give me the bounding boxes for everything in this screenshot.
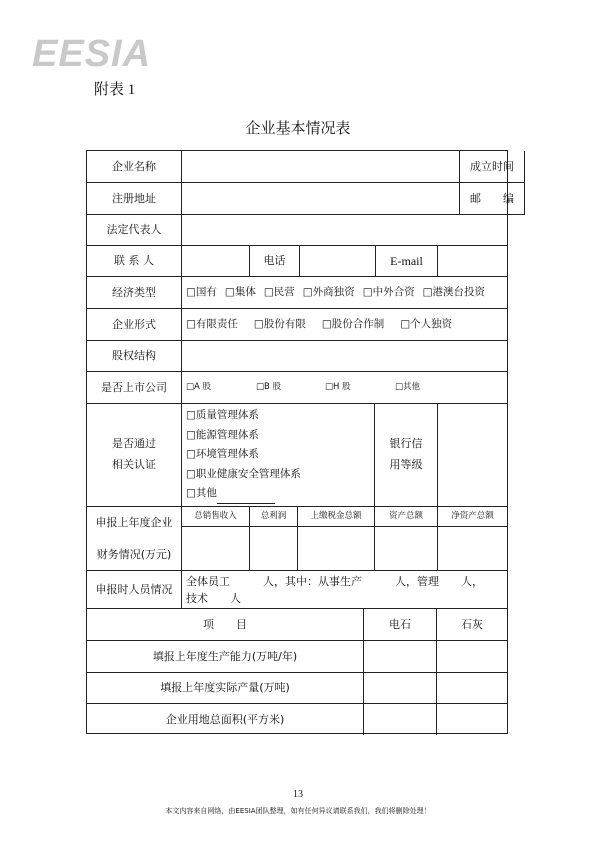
label-finance [87, 507, 182, 571]
option-limited-liability[interactable]: □有限责任 [186, 317, 238, 330]
option-stock-cooperative[interactable]: □股份合作制 [321, 317, 385, 330]
field-bank-credit[interactable] [438, 404, 507, 507]
field-total-tax[interactable] [298, 527, 375, 571]
option-collective[interactable]: □集体 [224, 285, 256, 298]
header-item: 项 目 [87, 609, 364, 641]
field-land-lime[interactable] [437, 704, 507, 735]
field-total-profit[interactable] [250, 527, 298, 571]
field-total-assets[interactable] [375, 527, 438, 571]
label-equity: 股权结构 [87, 341, 182, 372]
field-company-name[interactable] [182, 151, 460, 183]
staff-line-1: 全体员工 人，其中：从事生产 人，管理 人， [186, 575, 483, 588]
staff-details [182, 571, 507, 609]
company-info-form [86, 150, 514, 734]
eesia-logo: EESIA [32, 33, 152, 75]
field-equity[interactable] [182, 341, 507, 372]
econ-type-options [182, 277, 507, 309]
label-econ-type: 经济类型 [87, 277, 182, 309]
label-company-name: 企业名称 [87, 151, 182, 183]
header-total-sales: 总销售收入 [182, 507, 250, 527]
field-net-assets[interactable] [438, 527, 507, 571]
option-private[interactable]: □民营 [263, 285, 295, 298]
field-output-carbide[interactable] [364, 673, 437, 704]
listed-options [182, 372, 507, 404]
footer-notice: 本文内容来自网络，由EESIA团队整理，如有任何异议请联系我们，我们将删除处理！ [165, 807, 431, 815]
label-land-area: 企业用地总面积(平方米) [87, 704, 364, 735]
label-phone: 电话 [250, 246, 300, 277]
option-quality-system[interactable]: □质量管理体系 [186, 409, 259, 422]
header-total-assets: 资产总额 [375, 507, 438, 527]
page-title: 企业基本情况表 [245, 119, 351, 137]
company-form-options [182, 309, 507, 341]
option-state-owned[interactable]: □国有 [186, 285, 217, 298]
label-listed: 是否上市公司 [87, 372, 182, 404]
label-legal-rep: 法定代表人 [87, 215, 182, 246]
page-number: 13 [293, 789, 303, 800]
option-b-share[interactable]: □B 股 [256, 382, 282, 393]
header-total-profit: 总利润 [250, 507, 298, 527]
option-environment-system[interactable]: □环境管理体系 [186, 448, 259, 461]
option-hk-macau-tw[interactable]: □港澳台投资 [422, 285, 486, 298]
option-sole-proprietorship[interactable]: □个人独资 [400, 317, 453, 330]
label-email: E-mail [376, 246, 438, 277]
field-capacity-lime[interactable] [437, 641, 507, 673]
option-joint-venture[interactable]: □中外合资 [362, 285, 415, 298]
label-output: 填报上年度实际产量(万吨) [87, 673, 364, 704]
option-energy-system[interactable]: □能源管理体系 [186, 428, 259, 441]
option-other-certification: □其他 [186, 484, 275, 504]
header-net-assets: 净资产总额 [438, 507, 507, 527]
label-address: 注册地址 [87, 183, 182, 215]
field-capacity-carbide[interactable] [364, 641, 437, 673]
label-contact: 联 系 人 [87, 246, 182, 277]
attachment-label: 附表 1 [94, 82, 136, 98]
header-total-tax: 上缴税金总额 [298, 507, 375, 527]
field-address[interactable] [182, 183, 460, 215]
label-finance-line2: 财务情况(万元) [96, 547, 172, 561]
header-calcium-carbide: 电石 [364, 609, 437, 641]
field-output-lime[interactable] [437, 673, 507, 704]
other-certification-blank[interactable] [217, 492, 275, 504]
label-postcode: 邮 编 [460, 183, 525, 215]
field-contact[interactable] [182, 246, 250, 277]
header-lime: 石灰 [437, 609, 507, 641]
field-legal-rep[interactable] [182, 215, 507, 246]
label-capacity: 填报上年度生产能力(万吨/年) [87, 641, 364, 673]
option-a-share[interactable]: □A 股 [186, 382, 212, 393]
option-h-share[interactable]: □H 股 [325, 382, 351, 393]
option-foreign-owned[interactable]: □外商独资 [302, 285, 355, 298]
field-phone[interactable] [300, 246, 376, 277]
label-bank-credit: 银行信 用等级 [375, 404, 438, 507]
staff-line-2: 技术 人 [186, 592, 241, 605]
certification-options [182, 404, 375, 507]
field-email[interactable] [438, 246, 507, 277]
option-joint-stock[interactable]: □股份有限 [253, 317, 306, 330]
label-company-form: 企业形式 [87, 309, 182, 341]
option-other-share[interactable]: □其他 [395, 382, 421, 393]
option-health-safety-system[interactable]: □职业健康安全管理体系 [186, 467, 301, 480]
label-finance-line1: 申报上年度企业 [95, 515, 173, 529]
label-certification: 是否通过 相关认证 [87, 404, 182, 507]
field-total-sales[interactable] [182, 527, 250, 571]
field-land-carbide[interactable] [364, 704, 437, 735]
label-founded: 成立时间 [460, 151, 525, 183]
label-staff: 申报时人员情况 [87, 571, 182, 609]
